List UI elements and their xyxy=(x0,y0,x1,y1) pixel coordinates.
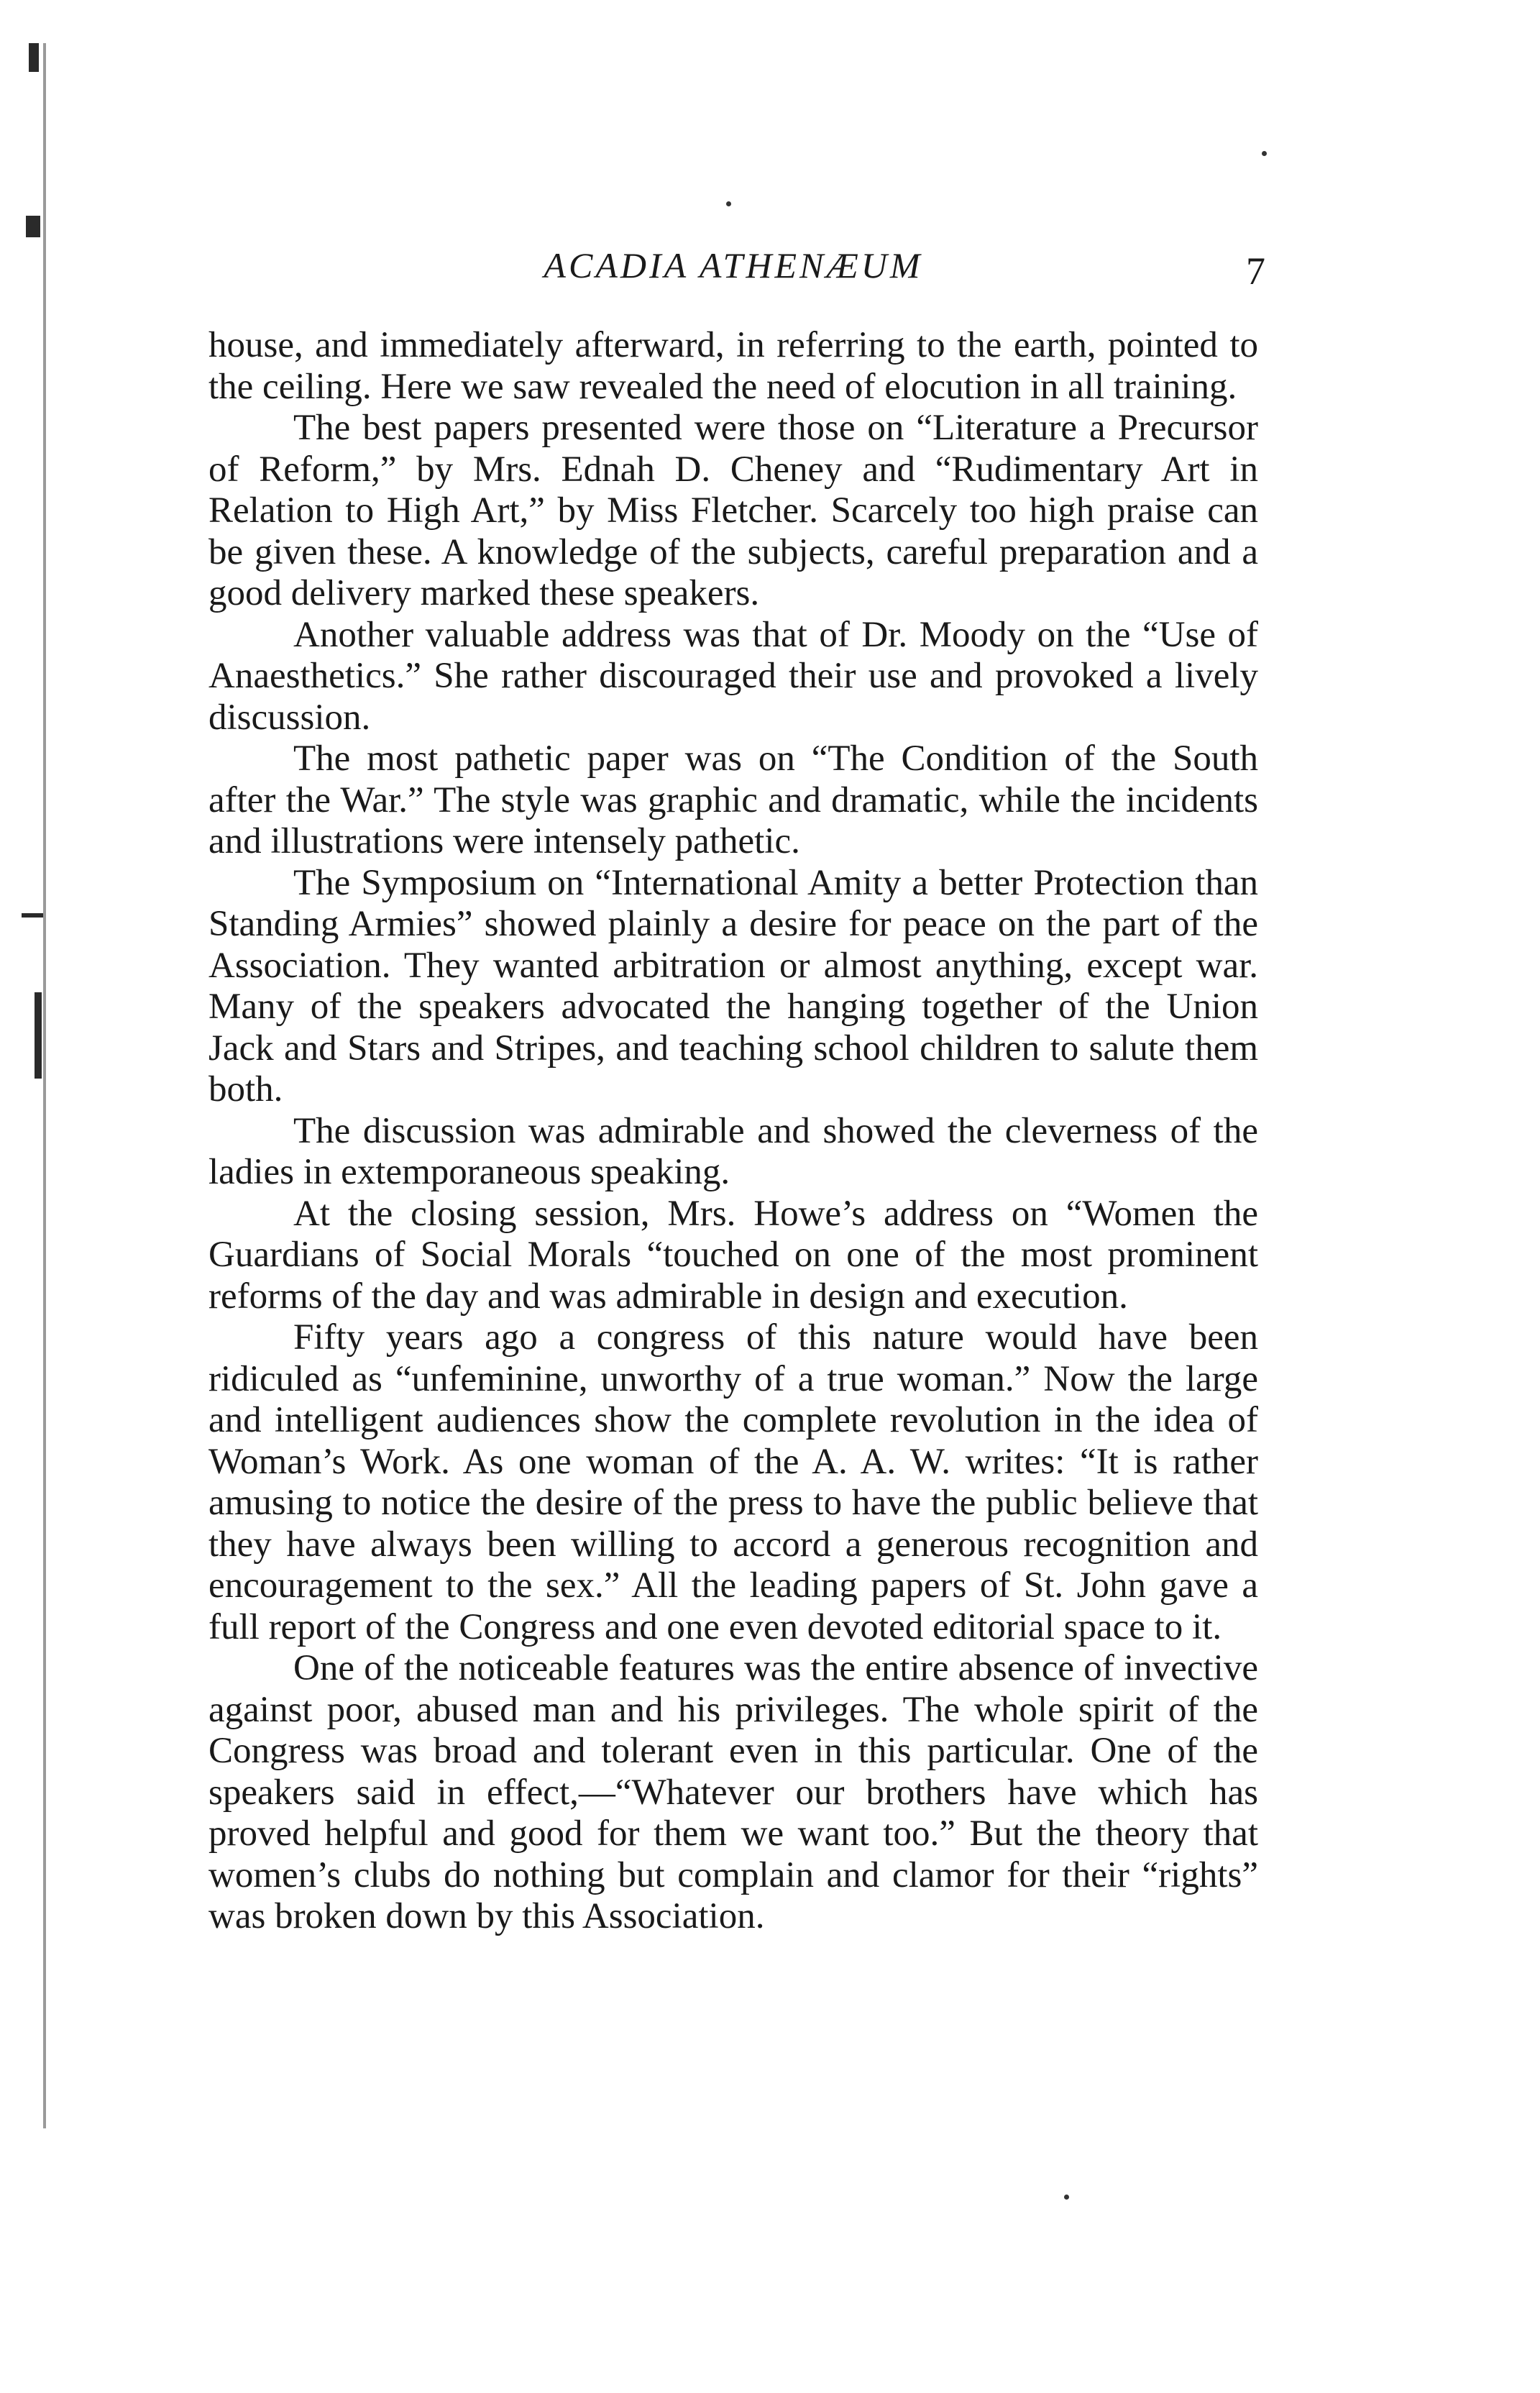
scan-edge-mark xyxy=(26,216,40,237)
page-number: 7 xyxy=(1246,250,1265,293)
paragraph: house, and immediately afterward, in referring to the earth, pointed to the ceiling. Here we saw revealed the need of elocution in all training. xyxy=(208,325,1258,407)
page-header xyxy=(201,244,1265,302)
paragraph: Another valuable address was that of Dr. Moody on the “Use of Anaesthetics.” She rather discouraged their use and provoked a lively discussion. xyxy=(208,614,1258,738)
running-title: ACADIA ATHENÆUM xyxy=(544,245,923,285)
paragraph: The most pathetic paper was on “The Condition of the South after the War.” The style was graphic and dramatic, while the incidents and illustrations were intensely pathetic. xyxy=(208,738,1258,861)
paragraph: One of the noticeable features was the entire absence of invective against poor, abused man and his privileges. The whole spirit of the Congress was broad and tolerant even in this particular. One of the speakers said in effect,—“Whatever our brothers have which has proved helpful and good for them we want too.” But the theory that women’s clubs do nothing but complain and clamor for their “rights” was broken down by this Association. xyxy=(208,1648,1258,1936)
paragraph: The discussion was admirable and showed the cleverness of the ladies in extemporaneous speaking. xyxy=(208,1110,1258,1192)
scan-speck xyxy=(1262,151,1267,156)
scan-edge-line xyxy=(43,43,46,2128)
paragraph: Fifty years ago a congress of this nature would have been ridiculed as “unfeminine, unworthy of a true woman.” Now the large and intelligent audiences show the complete revolution in the idea of Woman’s Work. As one woman of the A. A. W. writes: “It is rather amusing to notice the desire of the press to have the public believe that they have always been willing to accord a generous recognition and encouragement to the sex.” All the leading papers of St. John gave a full report of the Congress and one even devoted editorial space to it. xyxy=(208,1317,1258,1647)
scan-edge-mark xyxy=(22,913,43,918)
paragraph: The Symposium on “International Amity a better Protection than Standing Armies” showed plainly a desire for peace on the part of the Association. They wanted arbitration or almost anything, except war. Many of the speakers advocated the hanging together of the Union Jack and Stars and Stripes, and teaching school children to salute them both. xyxy=(208,862,1258,1109)
scan-edge-mark xyxy=(35,992,42,1079)
article-body xyxy=(208,325,1258,1938)
paragraph: The best papers presented were those on “Literature a Precursor of Reform,” by Mrs. Ednah D. Cheney and “Rudimentary Art in Relation to High Art,” by Miss Fletcher. Scarcely too high praise can be given these. A knowledge of the subjects, careful preparation and a good delivery marked these speakers. xyxy=(208,408,1258,613)
paragraph: At the closing session, Mrs. Howe’s address on “Women the Guardians of Social Morals “touched on one of the most prominent reforms of the day and was admirable in design and execution. xyxy=(208,1193,1258,1317)
scan-speck xyxy=(1064,2195,1069,2200)
scan-speck xyxy=(726,201,731,206)
scan-edge-mark xyxy=(29,43,39,72)
